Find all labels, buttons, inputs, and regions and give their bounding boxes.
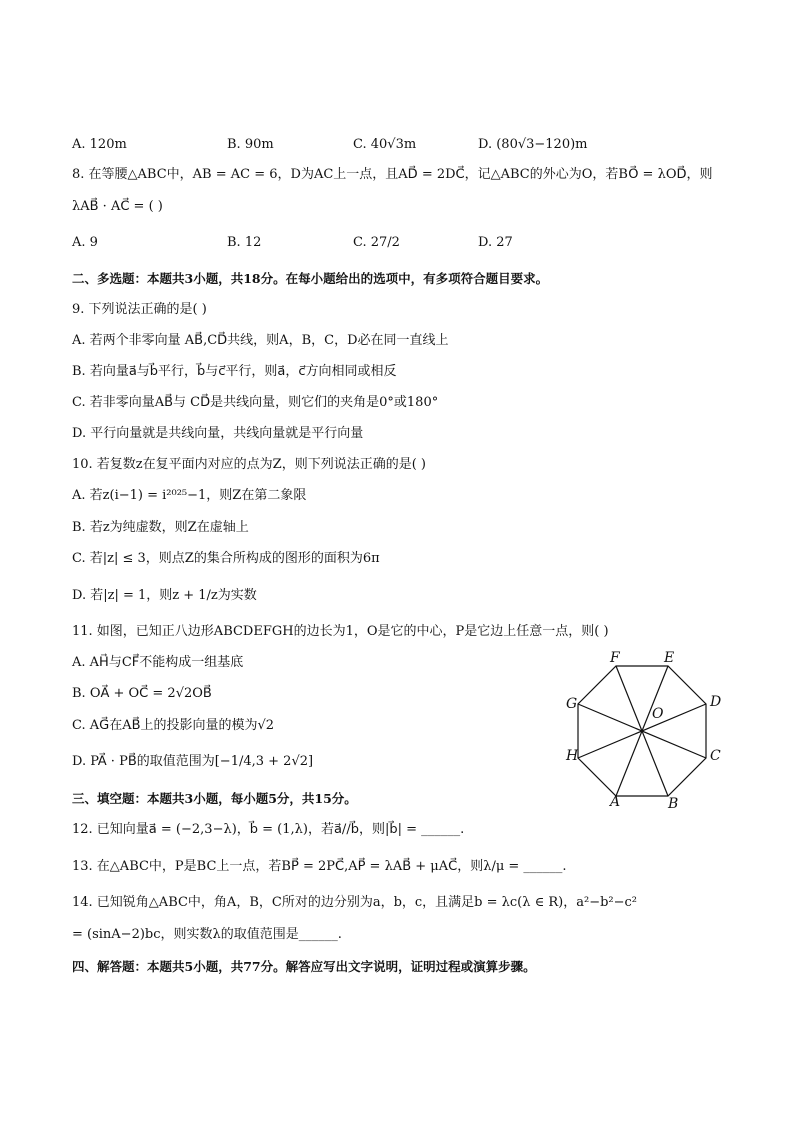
label-b: B [668,796,679,808]
q9-option-c: C. 若非零向量AB⃗与 CD⃗是共线向量，则它们的夹角是0°或180° [72,395,439,410]
q8-stem-line1: 8. 在等腰△ABC中，AB = AC = 6，D为AC上一点，且AD⃗ = 2DC⃗，记△ABC的外心为O，若BO⃗ = λOD⃗，则 [72,167,713,182]
q11-option-d: D. PA⃗ · PB⃗的取值范围为[−1/4,3 + 2√2] [72,754,314,769]
q7-option-b: B. 90m [227,137,274,152]
q9-stem: 9. 下列说法正确的是( ) [72,302,207,317]
q7-option-a: A. 120m [72,137,127,152]
section-3-heading: 三、填空题：本题共3小题，每小题5分，共15分。 [72,791,357,806]
label-d: D [710,694,722,710]
label-e: E [664,650,675,666]
q8-option-d: D. 27 [478,235,513,250]
q9-option-b: B. 若向量a⃗与b⃗平行，b⃗与c⃗平行，则a⃗，c⃗方向相同或相反 [72,364,397,379]
q11-stem: 11. 如图，已知正八边形ABCDEFGH的边长为1，O是它的中心，P是它边上任意一点，则( ) [72,624,609,639]
label-h: H [566,748,579,764]
q14-stem-line1: 14. 已知锐角△ABC中，角A，B，C所对的边分别为a，b，c，且满足b = λc(λ ∈ R)，a²−b²−c² [72,895,638,910]
q11-option-a: A. AH⃗与CF⃗不能构成一组基底 [72,655,244,670]
q10-option-b: B. 若z为纯虚数，则Z在虚轴上 [72,520,249,535]
label-g: G [566,696,578,712]
q11-option-b: B. OA⃗ + OC⃗ = 2√2OB⃗ [72,686,212,701]
label-o: O [652,706,664,722]
q8-stem-line2: λAB⃗ · AC⃗ = ( ) [72,199,163,214]
q8-option-c: C. 27/2 [353,235,400,250]
label-f: F [610,650,620,666]
q7-option-c: C. 40√3m [353,137,417,152]
q10-option-c: C. 若|z| ≤ 3，则点Z的集合所构成的图形的面积为6π [72,551,380,566]
label-a: A [610,794,621,808]
octagon-figure [560,648,740,808]
q12-stem: 12. 已知向量a⃗ = (−2,3−λ)，b⃗ = (1,λ)，若a⃗//b⃗，则|b⃗| = ______. [72,822,465,837]
q11-option-c: C. AG⃗在AB⃗上的投影向量的模为√2 [72,718,275,733]
section-2-heading: 二、多选题：本题共3小题，共18分。在每小题给出的选项中，有多项符合题目要求。 [72,271,549,286]
q10-option-a: A. 若z(i−1) = i²⁰²⁵−1，则Z在第二象限 [72,488,307,503]
section-4-heading: 四、解答题：本题共5小题，共77分。解答应写出文字说明，证明过程或演算步骤。 [72,959,536,974]
q13-stem: 13. 在△ABC中，P是BC上一点，若BP⃗ = 2PC⃗,AP⃗ = λAB⃗ + μAC⃗，则λ/μ = ______. [72,859,567,874]
q10-stem: 10. 若复数z在复平面内对应的点为Z，则下列说法正确的是( ) [72,457,426,472]
label-c: C [710,748,721,764]
q8-option-b: B. 12 [227,235,262,250]
q9-option-d: D. 平行向量就是共线向量，共线向量就是平行向量 [72,426,364,441]
q8-option-a: A. 9 [72,235,98,250]
q7-option-d: D. (80√3−120)m [478,137,588,152]
q14-stem-line2: = (sinA−2)bc，则实数λ的取值范围是______. [72,927,342,942]
q10-option-d: D. 若|z| = 1，则z + 1/z为实数 [72,588,257,603]
q9-option-a: A. 若两个非零向量 AB⃗,CD⃗共线，则A，B，C，D必在同一直线上 [72,333,449,348]
